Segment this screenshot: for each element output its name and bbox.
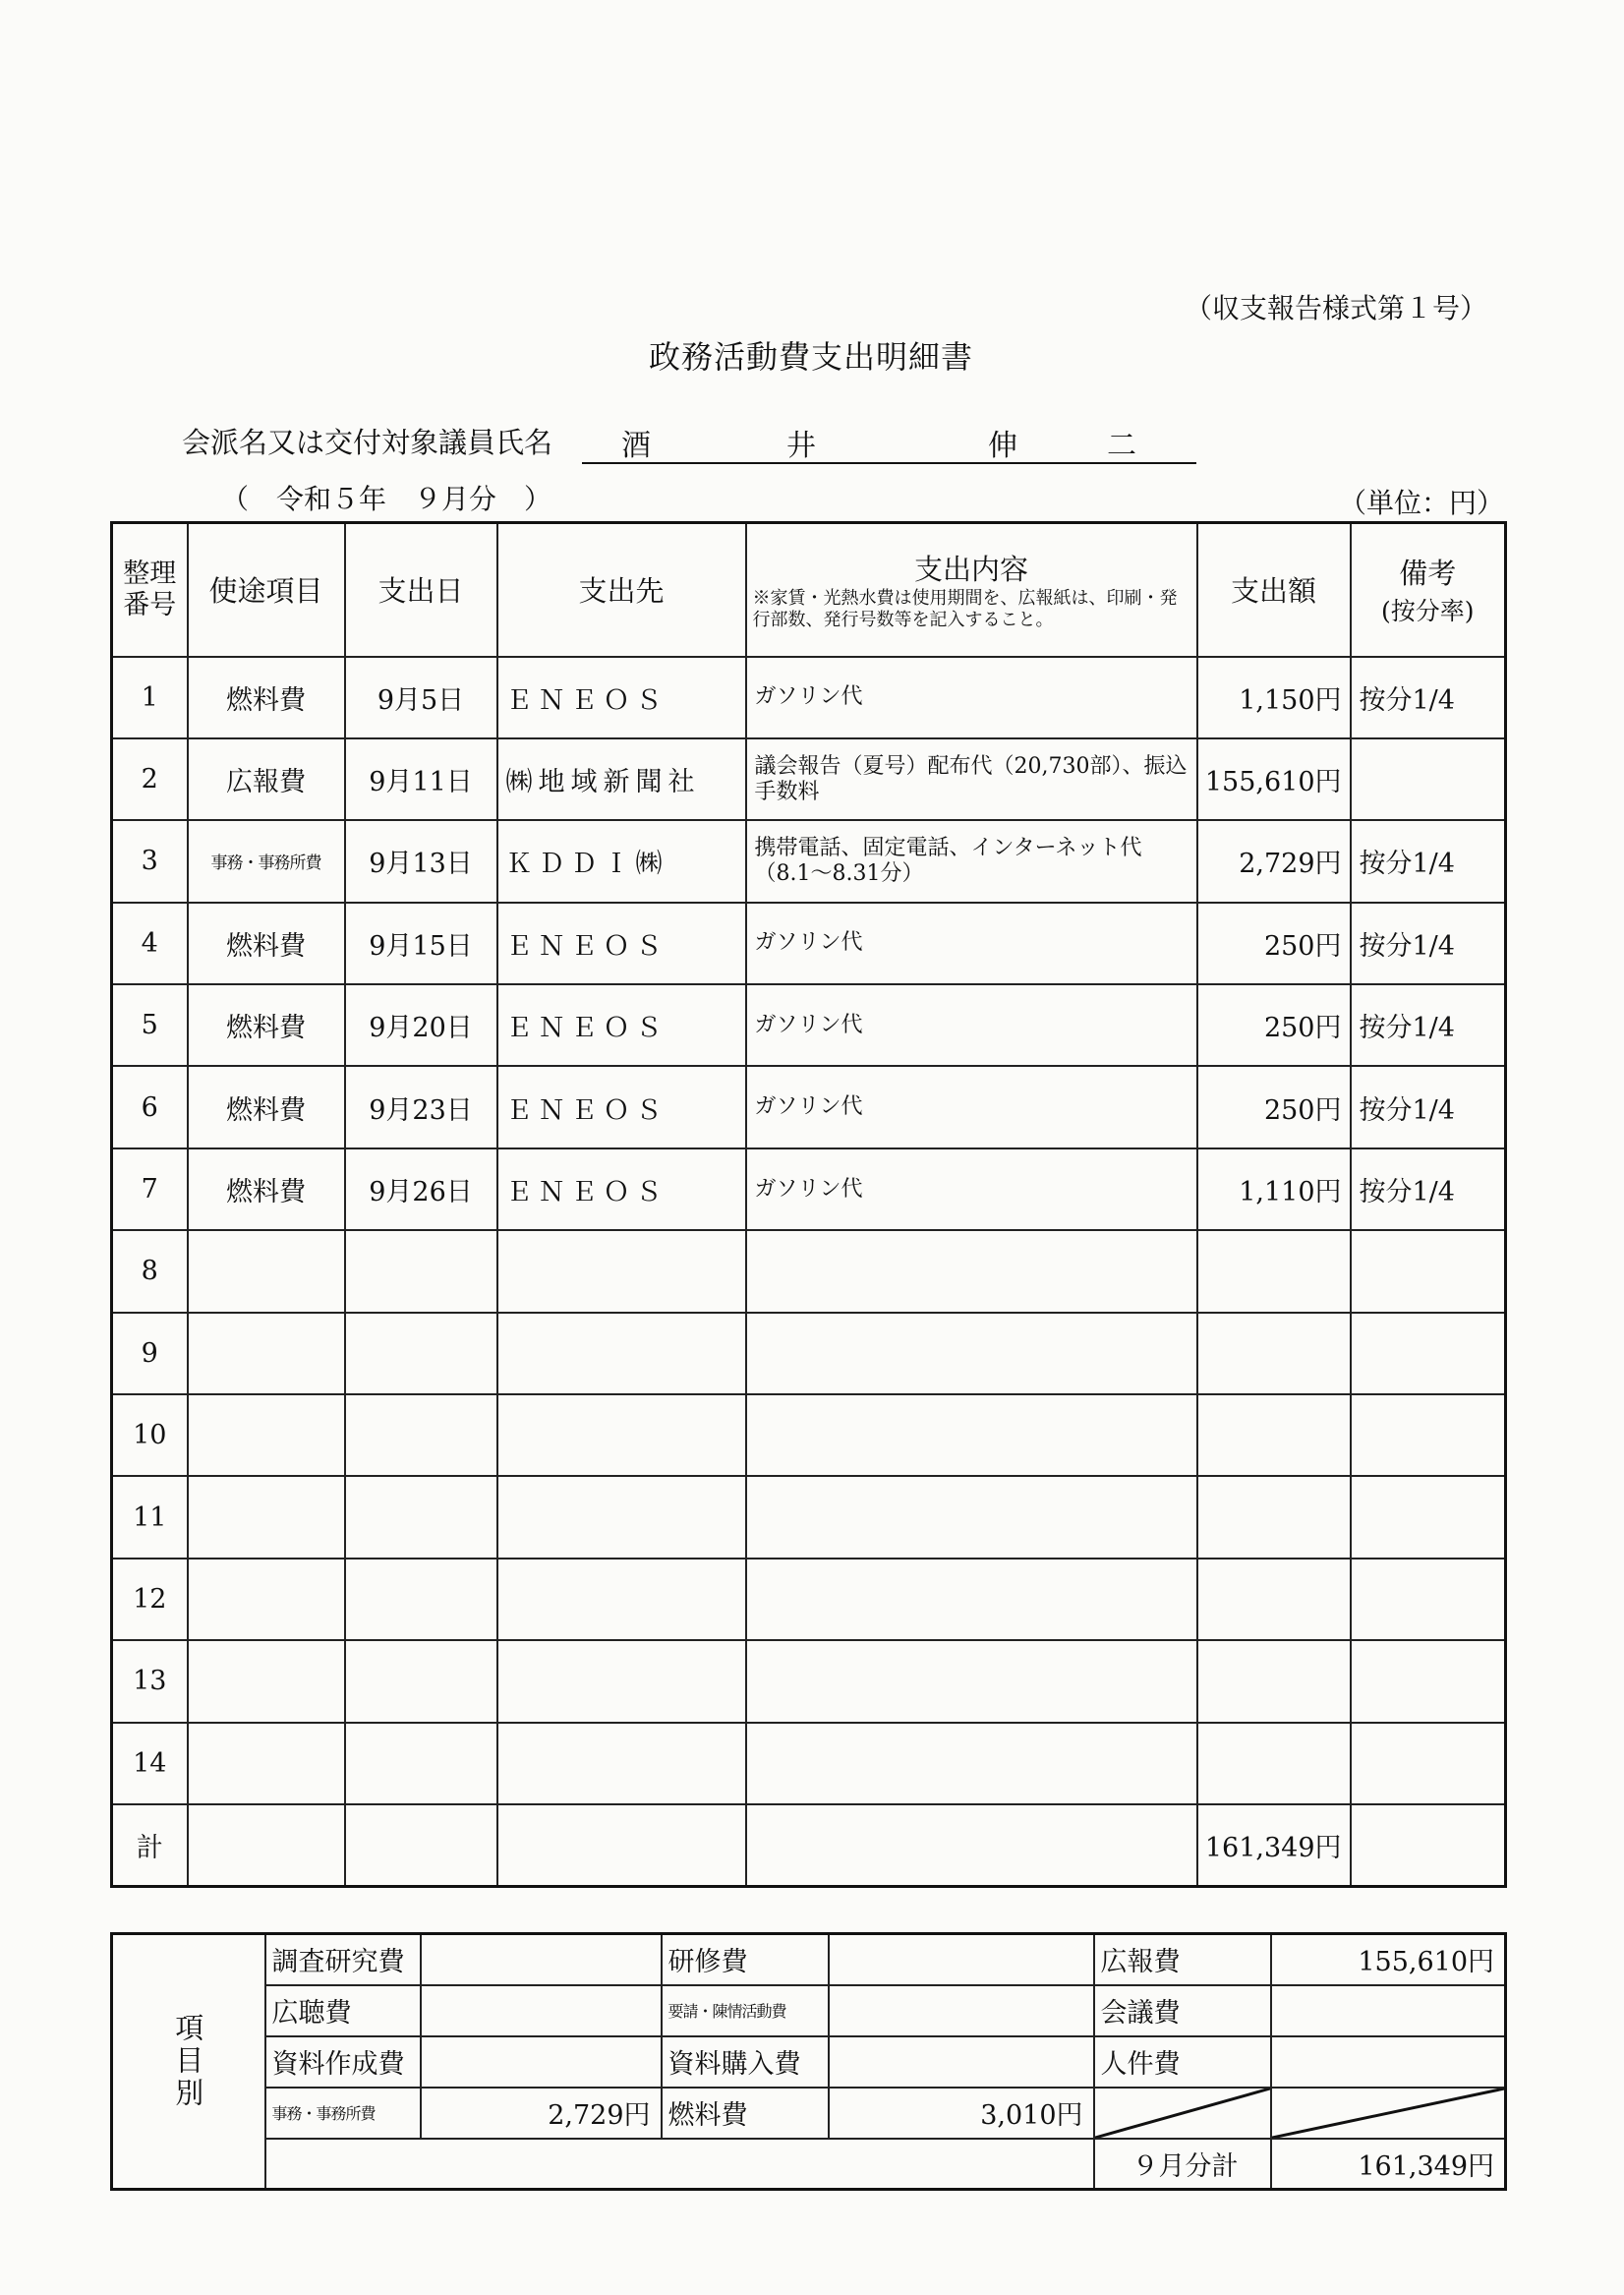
- total-blank: [1351, 1804, 1506, 1886]
- row-date: 9月13日: [345, 820, 497, 902]
- row-category: 広報費: [188, 738, 345, 820]
- header-content-note: ※家賃・光熱水費は使用期間を、広報紙は、印刷・発行部数、発行号数等を記入すること。: [752, 588, 1178, 631]
- summary-slash-cell: [1094, 2088, 1271, 2139]
- row-remarks: 按分1/4: [1351, 820, 1506, 902]
- row-content: ガソリン代: [746, 1148, 1197, 1230]
- row-amount: 250円: [1197, 903, 1351, 984]
- row-amount: [1197, 1394, 1351, 1476]
- summary-blank-area: [265, 2139, 1094, 2190]
- row-payee: ＫＤＤＩ㈱: [497, 820, 746, 902]
- table-header-row: [112, 523, 1506, 657]
- table-row: [112, 820, 1506, 902]
- member-name-char: 伸: [988, 429, 1017, 463]
- summary-office-label: 事務・事務所費: [265, 2088, 421, 2139]
- row-payee: [497, 1476, 746, 1558]
- row-remarks: 按分1/4: [1351, 903, 1506, 984]
- row-amount: 2,729円: [1197, 820, 1351, 902]
- row-category: [188, 1476, 345, 1558]
- row-no: 14: [112, 1723, 188, 1804]
- total-blank: [497, 1804, 746, 1886]
- summary-research-label: 調査研究費: [265, 1934, 421, 1985]
- summary-petition-value: [829, 1985, 1094, 2036]
- row-amount: 1,150円: [1197, 657, 1351, 738]
- row-content: [746, 1640, 1197, 1722]
- row-payee: ＥＮＥＯＳ: [497, 1066, 746, 1148]
- row-amount: 250円: [1197, 984, 1351, 1066]
- summary-materials-making-value: [421, 2036, 662, 2088]
- table-row: [112, 1230, 1506, 1312]
- row-no: 13: [112, 1640, 188, 1722]
- unit-label: （単位：円）: [1339, 487, 1505, 519]
- row-date: 9月23日: [345, 1066, 497, 1148]
- header-date: 支出日: [345, 523, 497, 657]
- row-date: [345, 1230, 497, 1312]
- row-content: ガソリン代: [746, 903, 1197, 984]
- member-name-char: 二: [1107, 429, 1136, 463]
- category-summary-table: [110, 1932, 1507, 2191]
- summary-meeting-label: 会議費: [1094, 1985, 1271, 2036]
- summary-hearing-value: [421, 1985, 662, 2036]
- summary-materials-purchase-label: 資料購入費: [662, 2036, 829, 2088]
- table-row: [112, 1476, 1506, 1558]
- summary-pr-label: 広報費: [1094, 1934, 1271, 1985]
- row-remarks: [1351, 1394, 1506, 1476]
- summary-fuel-label: 燃料費: [662, 2088, 829, 2139]
- header-content-title: 支出内容: [913, 553, 1028, 587]
- row-no: 11: [112, 1476, 188, 1558]
- header-remarks-sub: (按分率): [1380, 597, 1475, 626]
- table-row: [112, 1148, 1506, 1230]
- table-row: [112, 1066, 1506, 1148]
- row-remarks: [1351, 1723, 1506, 1804]
- table-row: [112, 657, 1506, 738]
- row-category: 燃料費: [188, 984, 345, 1066]
- header-no: 整理番号: [112, 523, 188, 657]
- row-no: 9: [112, 1313, 188, 1394]
- row-content: [746, 1723, 1197, 1804]
- row-payee: ＥＮＥＯＳ: [497, 657, 746, 738]
- row-date: 9月15日: [345, 903, 497, 984]
- row-payee: ＥＮＥＯＳ: [497, 903, 746, 984]
- row-amount: 250円: [1197, 1066, 1351, 1148]
- row-category: [188, 1723, 345, 1804]
- row-amount: 1,110円: [1197, 1148, 1351, 1230]
- row-date: [345, 1640, 497, 1722]
- row-remarks: 按分1/4: [1351, 1148, 1506, 1230]
- total-label: 計: [112, 1804, 188, 1886]
- member-name-underline: [582, 462, 1196, 464]
- header-content: [746, 523, 1197, 657]
- table-row: [112, 1723, 1506, 1804]
- row-no: 8: [112, 1230, 188, 1312]
- summary-side-label: 項目別: [112, 1934, 265, 2190]
- row-category: [188, 1394, 345, 1476]
- row-date: [345, 1559, 497, 1640]
- summary-month-total-label: ９月分計: [1094, 2139, 1271, 2190]
- row-remarks: [1351, 1476, 1506, 1558]
- row-payee: ＥＮＥＯＳ: [497, 984, 746, 1066]
- summary-materials-making-label: 資料作成費: [265, 2036, 421, 2088]
- summary-materials-purchase-value: [829, 2036, 1094, 2088]
- row-payee: ㈱地域新聞社: [497, 738, 746, 820]
- table-row: [112, 738, 1506, 820]
- row-content: ガソリン代: [746, 657, 1197, 738]
- row-category: [188, 1230, 345, 1312]
- row-date: [345, 1476, 497, 1558]
- document-title: 政務活動費支出明細書: [649, 338, 974, 376]
- row-remarks: [1351, 1640, 1506, 1722]
- row-no: 2: [112, 738, 188, 820]
- total-blank: [746, 1804, 1197, 1886]
- table-row: [112, 903, 1506, 984]
- table-row: [112, 1559, 1506, 1640]
- row-category: [188, 1313, 345, 1394]
- total-blank: [345, 1804, 497, 1886]
- row-payee: [497, 1559, 746, 1640]
- summary-research-value: [421, 1934, 662, 1985]
- row-amount: [1197, 1476, 1351, 1558]
- row-date: 9月20日: [345, 984, 497, 1066]
- total-row: [112, 1804, 1506, 1886]
- form-code: （収支報告様式第１号）: [1185, 292, 1488, 324]
- summary-slash-cell: [1271, 2088, 1506, 2139]
- report-period: （ 令和５年 ９月分 ）: [221, 483, 552, 515]
- row-date: 9月5日: [345, 657, 497, 738]
- row-remarks: [1351, 738, 1506, 820]
- row-date: 9月11日: [345, 738, 497, 820]
- row-content: [746, 1394, 1197, 1476]
- row-no: 5: [112, 984, 188, 1066]
- header-amount: 支出額: [1197, 523, 1351, 657]
- row-no: 3: [112, 820, 188, 902]
- row-content: [746, 1313, 1197, 1394]
- row-content: [746, 1230, 1197, 1312]
- summary-personnel-value: [1271, 2036, 1506, 2088]
- row-no: 10: [112, 1394, 188, 1476]
- row-content: ガソリン代: [746, 1066, 1197, 1148]
- table-row: [112, 1313, 1506, 1394]
- row-no: 1: [112, 657, 188, 738]
- row-date: [345, 1723, 497, 1804]
- row-category: 燃料費: [188, 657, 345, 738]
- row-amount: [1197, 1723, 1351, 1804]
- row-amount: 155,610円: [1197, 738, 1351, 820]
- member-name-char: 井: [786, 429, 816, 463]
- summary-meeting-value: [1271, 1985, 1506, 2036]
- row-no: 7: [112, 1148, 188, 1230]
- member-name-char: 酒: [621, 429, 651, 463]
- table-row: [112, 1640, 1506, 1722]
- row-category: 事務・事務所費: [188, 820, 345, 902]
- row-payee: [497, 1394, 746, 1476]
- header-remarks-title: 備考: [1399, 557, 1457, 591]
- summary-training-label: 研修費: [662, 1934, 829, 1985]
- row-no: 4: [112, 903, 188, 984]
- total-amount: 161,349円: [1197, 1804, 1351, 1886]
- row-remarks: [1351, 1230, 1506, 1312]
- row-remarks: 按分1/4: [1351, 984, 1506, 1066]
- row-amount: [1197, 1230, 1351, 1312]
- row-category: 燃料費: [188, 1148, 345, 1230]
- row-remarks: 按分1/4: [1351, 657, 1506, 738]
- row-amount: [1197, 1640, 1351, 1722]
- member-name-label: 会派名又は交付対象議員氏名: [182, 426, 553, 459]
- header-remarks: [1351, 523, 1506, 657]
- row-content: ガソリン代: [746, 984, 1197, 1066]
- row-category: [188, 1640, 345, 1722]
- header-payee: 支出先: [497, 523, 746, 657]
- row-category: 燃料費: [188, 903, 345, 984]
- summary-pr-value: 155,610円: [1271, 1934, 1506, 1985]
- summary-office-value: 2,729円: [421, 2088, 662, 2139]
- summary-month-total-value: 161,349円: [1271, 2139, 1506, 2190]
- summary-training-value: [829, 1934, 1094, 1985]
- summary-fuel-value: 3,010円: [829, 2088, 1094, 2139]
- row-remarks: 按分1/4: [1351, 1066, 1506, 1148]
- row-content: [746, 1476, 1197, 1558]
- row-date: [345, 1313, 497, 1394]
- summary-personnel-label: 人件費: [1094, 2036, 1271, 2088]
- row-amount: [1197, 1313, 1351, 1394]
- table-row: [112, 1394, 1506, 1476]
- row-amount: [1197, 1559, 1351, 1640]
- row-payee: ＥＮＥＯＳ: [497, 1148, 746, 1230]
- row-date: [345, 1394, 497, 1476]
- summary-hearing-label: 広聴費: [265, 1985, 421, 2036]
- row-payee: [497, 1313, 746, 1394]
- total-blank: [188, 1804, 345, 1886]
- row-remarks: [1351, 1559, 1506, 1640]
- row-no: 12: [112, 1559, 188, 1640]
- row-content: 携帯電話、固定電話、インターネット代（8.1～8.31分）: [746, 820, 1197, 902]
- row-content: 議会報告（夏号）配布代（20,730部）、振込手数料: [746, 738, 1197, 820]
- summary-petition-label: 要請・陳情活動費: [662, 1985, 829, 2036]
- row-remarks: [1351, 1313, 1506, 1394]
- row-payee: [497, 1640, 746, 1722]
- row-no: 6: [112, 1066, 188, 1148]
- row-payee: [497, 1723, 746, 1804]
- expense-detail-table: [110, 521, 1507, 1888]
- row-category: [188, 1559, 345, 1640]
- row-payee: [497, 1230, 746, 1312]
- table-row: [112, 984, 1506, 1066]
- header-category: 使途項目: [188, 523, 345, 657]
- row-date: 9月26日: [345, 1148, 497, 1230]
- row-content: [746, 1559, 1197, 1640]
- row-category: 燃料費: [188, 1066, 345, 1148]
